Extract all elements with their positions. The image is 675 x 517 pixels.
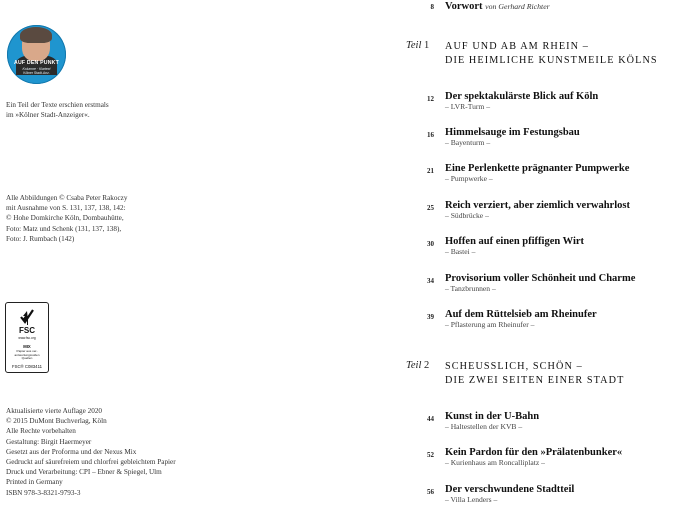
toc-entry-title: Vorwort <box>445 1 483 12</box>
fsc-certification-label <box>5 302 49 373</box>
fsc-url: www.fsc.org <box>18 336 36 340</box>
toc-page-number: 12 <box>427 95 434 103</box>
toc-entry-author: von Gerhard Richter <box>485 2 550 11</box>
toc-entry-title: Hoffen auf einen pfiffigen Wirt <box>445 236 585 247</box>
part-title-line: DIE HEIMLICHE KUNSTMEILE KÖLNS <box>445 55 658 66</box>
badge-title: AUF DEN PUNKT <box>14 60 59 66</box>
toc-entry-subtitle: – Südbrücke – <box>445 211 489 220</box>
imprint-line: Gedruckt auf säurefreiem und chlorfrei gebleichtem Papier <box>6 458 176 467</box>
fsc-name: FSC <box>19 326 35 335</box>
toc-page-number: 39 <box>427 313 434 321</box>
part-title-line: SCHEUSSLICH, SCHÖN – <box>445 361 583 372</box>
badge-publisher: Kölner Stadt-Anz. <box>23 71 50 75</box>
toc-entry-title: Eine Perlenkette prägnanter Pumpwerke <box>445 163 630 174</box>
fsc-description <box>8 350 46 361</box>
badge-subtitle: Kolumne · Klartext <box>22 67 51 71</box>
credit-line: Foto: J. Rumbach (142) <box>6 234 75 243</box>
toc-entry[interactable] <box>445 127 580 147</box>
fsc-mix: MIX <box>23 344 31 349</box>
toc-entry-title: Der verschwundene Stadtteil <box>445 484 575 495</box>
imprint <box>6 406 176 498</box>
toc-page-number: 25 <box>427 204 434 212</box>
imprint-line: Gestaltung: Birgit Haermeyer <box>6 437 92 446</box>
toc-entry-title: Himmelsauge im Festungsbau <box>445 127 580 138</box>
toc-page-number: 8 <box>430 3 434 11</box>
imprint-line: Aktualisierte vierte Auflage 2020 <box>6 407 103 415</box>
toc-entry-title: Provisorium voller Schönheit und Charme <box>445 273 636 284</box>
toc-entry-foreword[interactable] <box>445 1 550 12</box>
column-badge <box>7 25 66 84</box>
toc-entry-title: Kunst in der U-Bahn <box>445 411 540 422</box>
toc-entry-subtitle: – Bastei – <box>445 247 476 256</box>
toc-entry[interactable] <box>445 484 574 504</box>
toc-page-number: 21 <box>427 167 434 175</box>
toc-entry-title: Der spektakulärste Blick auf Köln <box>445 91 599 102</box>
origin-note-line: im »Kölner Stadt-Anzeiger«. <box>6 111 90 120</box>
toc-entry-title: Kein Pardon für den »Prälatenbunker« <box>445 447 623 458</box>
toc-page-number: 16 <box>427 131 434 139</box>
part-label-word: Teil <box>406 40 422 51</box>
part-title-line: DIE ZWEI SEITEN EINER STADT <box>445 375 625 386</box>
toc-entry-title: Auf dem Rüttelsieb am Rheinufer <box>445 309 597 320</box>
toc-entry[interactable] <box>445 273 635 293</box>
toc-page-number: 34 <box>427 277 434 285</box>
toc-entry[interactable] <box>445 236 584 256</box>
toc-entry[interactable] <box>445 200 630 220</box>
toc-entry-subtitle: – LVR-Turm – <box>445 102 491 111</box>
part-title <box>445 40 658 68</box>
toc-entry[interactable] <box>445 411 539 431</box>
toc-entry-subtitle: – Kurienhaus am Roncalliplatz – <box>445 458 545 467</box>
toc-entry-subtitle: – Haltestellen der KVB – <box>445 422 523 431</box>
fsc-code: FSC® C083411 <box>11 364 43 369</box>
imprint-line: Alle Rechte vorbehalten <box>6 427 76 436</box>
part-label <box>406 40 429 51</box>
toc-entry-subtitle: – Pflasterung am Rheinufer – <box>445 320 535 329</box>
toc-entry[interactable] <box>445 309 597 329</box>
fsc-desc-line: antwortungsvollen <box>14 352 40 357</box>
toc-entry-subtitle: – Bayenturm – <box>445 138 491 147</box>
toc-page-number: 44 <box>427 415 434 423</box>
toc-entry[interactable] <box>445 447 622 467</box>
toc-page-number: 56 <box>427 488 434 496</box>
imprint-line: ISBN 978-3-8321-9793-3 <box>6 488 81 497</box>
imprint-line: © 2015 DuMont Buchverlag, Köln <box>6 417 107 426</box>
part-title <box>445 360 624 388</box>
toc-entry[interactable] <box>445 91 598 111</box>
origin-note <box>6 100 109 120</box>
toc-entry-subtitle: – Pumpwerke – <box>445 174 493 183</box>
fsc-desc-line: Quellen <box>21 356 33 361</box>
credit-line: Foto: Matz und Schenk (131, 137, 138), <box>6 224 122 233</box>
toc-page-number: 52 <box>427 451 434 459</box>
fsc-tree-check-icon <box>19 307 35 327</box>
fsc-desc-line: Papier aus ver- <box>16 349 38 353</box>
part-label-word: Teil <box>406 360 422 371</box>
credit-line: mit Ausnahme von S. 131, 137, 138, 142: <box>6 204 126 213</box>
imprint-line: Gesetzt aus der Proforma und der Nexus Mix <box>6 447 137 456</box>
toc-page-number: 30 <box>427 240 434 248</box>
toc-entry-title: Reich verziert, aber ziemlich verwahrlost <box>445 200 630 211</box>
badge-portrait-hair <box>20 27 52 43</box>
imprint-line: Druck und Verarbeitung: CPI – Ebner & Spiegel, Ulm <box>6 468 162 477</box>
part-number: 1 <box>424 40 430 51</box>
credit-line: Alle Abbildungen © Csaba Peter Rakoczy <box>6 194 128 202</box>
toc-entry[interactable] <box>445 163 629 183</box>
origin-note-line: Ein Teil der Texte erschien erstmals <box>6 101 109 109</box>
imprint-line: Printed in Germany <box>6 478 63 487</box>
credit-line: © Hohe Domkirche Köln, Dombauhütte, <box>6 214 124 223</box>
image-credits <box>6 193 127 244</box>
toc-entry-subtitle: – Tanzbrunnen – <box>445 284 496 293</box>
part-number: 2 <box>424 360 430 371</box>
part-title-line: AUF UND AB AM RHEIN – <box>445 41 589 52</box>
toc-entry-subtitle: – Villa Lenders – <box>445 495 498 504</box>
part-label <box>406 360 429 371</box>
